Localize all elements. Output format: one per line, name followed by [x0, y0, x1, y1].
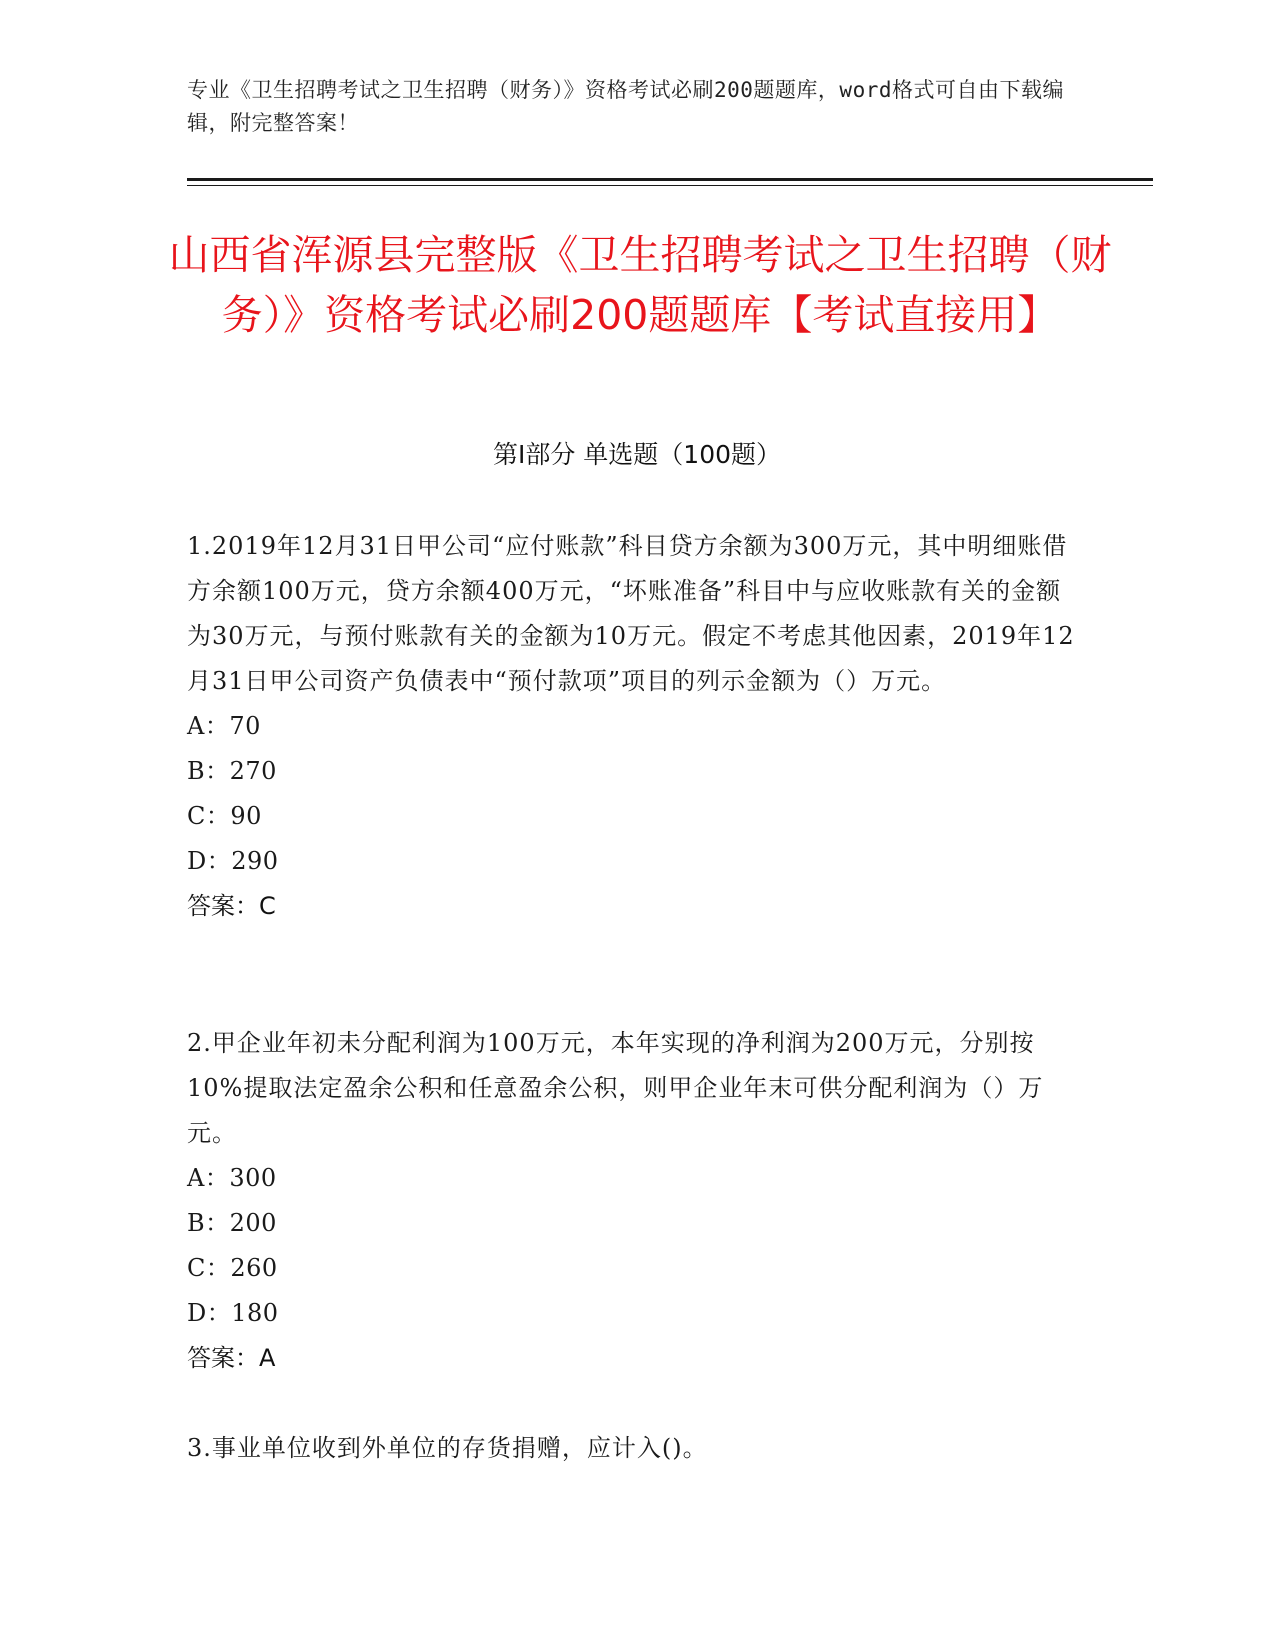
question-3: [187, 1426, 1077, 1471]
option-c: C：90: [187, 802, 262, 830]
question-2: [187, 1021, 1077, 1381]
option-d: D：180: [187, 1299, 279, 1327]
header-note: 专业《卫生招聘考试之卫生招聘（财务）》资格考试必刷200题题库，word格式可自由下载编辑，附完整答案！: [187, 78, 1064, 135]
header-rule-thin: [187, 185, 1153, 186]
question-stem: 3.事业单位收到外单位的存货捐赠，应计入()。: [187, 1434, 708, 1462]
option-b: B：200: [187, 1209, 277, 1237]
option-a: A：300: [187, 1164, 277, 1192]
section-heading: 第Ⅰ部分 单选题（100题）: [492, 440, 782, 469]
option-b: B：270: [187, 757, 277, 785]
document-title: 山西省浑源县完整版《卫生招聘考试之卫生招聘（财务）》资格考试必刷200题题库【考试直接用】: [168, 231, 1112, 339]
answer: 答案：A: [187, 1344, 276, 1372]
question-stem: 1.2019年12月31日甲公司“应付账款”科目贷方余额为300万元，其中明细账借方余额100万元，贷方余额400万元，“坏账准备”科目中与应收账款有关的金额为30万元，与预付账款有关的金额为10万元。假定不考虑其他因素，2019年12月31日甲公司资产负债表中“预付款项”项目的列示金额为（）万元。: [187, 532, 1075, 695]
answer: 答案：C: [187, 892, 276, 920]
option-c: C：260: [187, 1254, 278, 1282]
question-1: [187, 524, 1077, 929]
question-stem: 2.甲企业年初未分配利润为100万元，本年实现的净利润为200万元，分别按10%提取法定盈余公积和任意盈余公积，则甲企业年末可供分配利润为（）万元。: [187, 1029, 1044, 1147]
option-d: D：290: [187, 847, 279, 875]
option-a: A：70: [187, 712, 261, 740]
header-rule-thick: [187, 178, 1153, 181]
